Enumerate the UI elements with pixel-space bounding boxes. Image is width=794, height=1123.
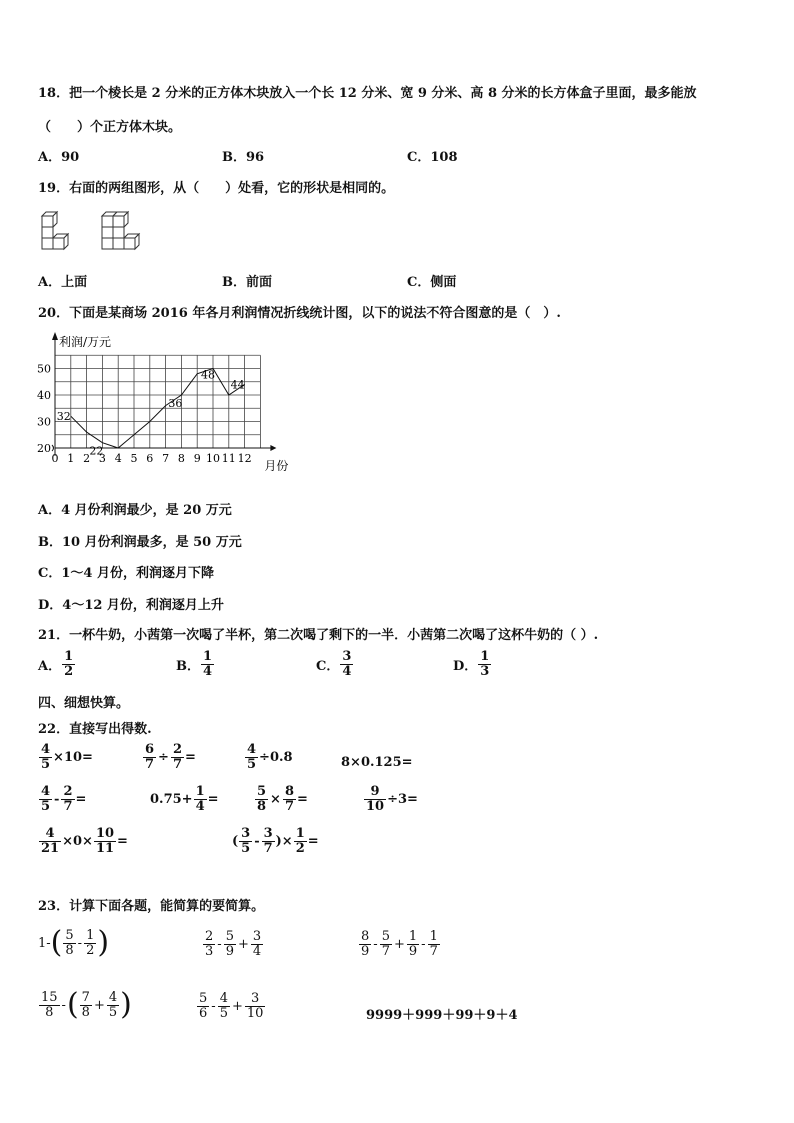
- x-tick-label: 4: [114, 452, 122, 465]
- q23-expr-6: 9999＋999＋99＋9＋4: [366, 1008, 518, 1023]
- x-tick-label: 1: [67, 452, 75, 465]
- q23-expr-5: $\frac{5}{6}$ - $\frac{4}{5}$ + $\frac{3}{10}$: [199, 991, 264, 1021]
- q22-expr-10: ( $\frac{3}{5}$ - $\frac{3}{7}$ )× $\frac{1}{2}$ =: [232, 826, 319, 856]
- q22-expr-3: $\frac{4}{5}$ ÷0.8: [247, 742, 293, 772]
- q22-text: 22．直接写出得数.: [38, 722, 152, 737]
- q19-text: 19．右面的两组图形，从（ ）处看，它的形状是相同的。: [38, 181, 395, 196]
- cube-figure-1: [42, 212, 68, 249]
- q22-expr-7: $\frac{5}{8}$ × $\frac{8}{7}$ =: [257, 784, 308, 814]
- data-label: 32: [56, 410, 71, 424]
- q21-option-d: D． $\frac{1}{3}$: [453, 649, 490, 679]
- q21-text: 21．一杯牛奶，小茜第一次喝了半杯，第二次喝了剩下的一半．小茜第二次喝了这杯牛奶的（ ）.: [38, 628, 599, 643]
- q22-expr-6: 0.75+ $\frac{1}{4}$ =: [150, 784, 219, 814]
- chart-axes: [52, 332, 276, 456]
- chart-xlabel: 月份: [264, 459, 289, 473]
- y-tick-label: 40: [37, 389, 51, 402]
- q20-option-a: A．4 月份利润最少，是 20 万元: [38, 503, 232, 518]
- q19-option-a: A．上面: [38, 275, 88, 290]
- x-tick-label: 5: [130, 452, 138, 465]
- q21-option-b: B． $\frac{1}{4}$: [176, 649, 213, 679]
- q23-expr-1: 1- ( $\frac{5}{8}$ - $\frac{1}{2}$ ): [38, 925, 110, 960]
- q20-text: 20．下面是某商场 2016 年各月利润情况折线统计图，以下的说法不符合图意的是（ ）.: [38, 306, 561, 321]
- q22-expr-5: $\frac{4}{5}$ - $\frac{2}{7}$ =: [41, 784, 87, 814]
- q18-text-line2: （ ）个正方体木块。: [38, 120, 182, 135]
- x-tick-label: 7: [162, 452, 170, 465]
- x-tick-label: 6: [146, 452, 154, 465]
- x-tick-label: 2: [83, 452, 91, 465]
- q22-expr-9: $\frac{4}{21}$ ×0× $\frac{10}{11}$ =: [41, 826, 128, 856]
- q23-expr-2: $\frac{2}{3}$ - $\frac{5}{9}$ + $\frac{3}{4}$: [205, 929, 262, 959]
- y-axis-arrow: [52, 332, 58, 340]
- section-4-heading: 四、细想快算。: [38, 696, 130, 711]
- q22-expr-1: $\frac{4}{5}$ ×10=: [41, 742, 93, 772]
- q19-option-c: C．侧面: [407, 275, 457, 290]
- x-tick-label: 11: [221, 452, 236, 465]
- q18-option-c: C．108: [407, 150, 458, 165]
- q20-option-d: D．4～12 月份，利润逐月上升: [38, 598, 224, 613]
- data-label: 48: [201, 368, 215, 382]
- x-tick-label: 10: [206, 452, 220, 465]
- profit-line-chart: [30, 328, 300, 484]
- x-axis-arrow: [270, 445, 276, 451]
- q22-expr-4: 8×0.125=: [341, 755, 413, 770]
- data-label: 22: [89, 444, 104, 458]
- q21-option-a: A． $\frac{1}{2}$: [38, 649, 74, 679]
- x-tick-label: 8: [177, 452, 185, 465]
- q19-option-b: B．前面: [222, 275, 272, 290]
- q18-option-a: A．90: [38, 150, 80, 165]
- cube-figure-2: [102, 212, 139, 249]
- q19-figures: [38, 208, 148, 256]
- chart-grid: [55, 355, 260, 448]
- q23-expr-3: $\frac{8}{9}$ - $\frac{5}{7}$ + $\frac{1}{9}$ - $\frac{1}{7}$: [361, 929, 438, 959]
- q21-option-c: C． $\frac{3}{4}$: [316, 649, 352, 679]
- chart-ylabel: 利润/万元: [59, 335, 112, 349]
- q18-text-line1: 18．把一个棱长是 2 分米的正方体木块放入一个长 12 分米、宽 9 分米、高 8 分米的长方体盒子里面，最多能放: [38, 86, 697, 101]
- y-tick-label: 30: [37, 415, 51, 429]
- q22-expr-8: $\frac{9}{10}$ ÷3=: [366, 784, 418, 814]
- y-tick-label: 20: [37, 442, 51, 455]
- x-tick-label: 12: [237, 452, 252, 465]
- x-tick-label: 3: [98, 452, 106, 465]
- y-tick-label: 50: [37, 362, 51, 376]
- x-tick-label: 9: [193, 452, 201, 465]
- q23-text: 23．计算下面各题，能简算的要简算。: [38, 899, 265, 914]
- q20-option-c: C．1～4 月份，利润逐月下降: [38, 566, 214, 581]
- x-tick-label: 0: [51, 452, 59, 465]
- q18-option-b: B．96: [222, 150, 265, 165]
- q23-expr-4: $\frac{15}{8}$ - ( $\frac{7}{8}$ + $\frac{4}{5}$ ): [41, 987, 132, 1022]
- data-label: 36: [168, 397, 183, 410]
- axis-break-mark: [52, 445, 54, 451]
- data-label: 44: [230, 378, 245, 392]
- q20-option-b: B．10 月份利润最多，是 50 万元: [38, 535, 242, 550]
- q22-expr-2: $\frac{6}{7}$ ÷ $\frac{2}{7}$ =: [145, 742, 196, 772]
